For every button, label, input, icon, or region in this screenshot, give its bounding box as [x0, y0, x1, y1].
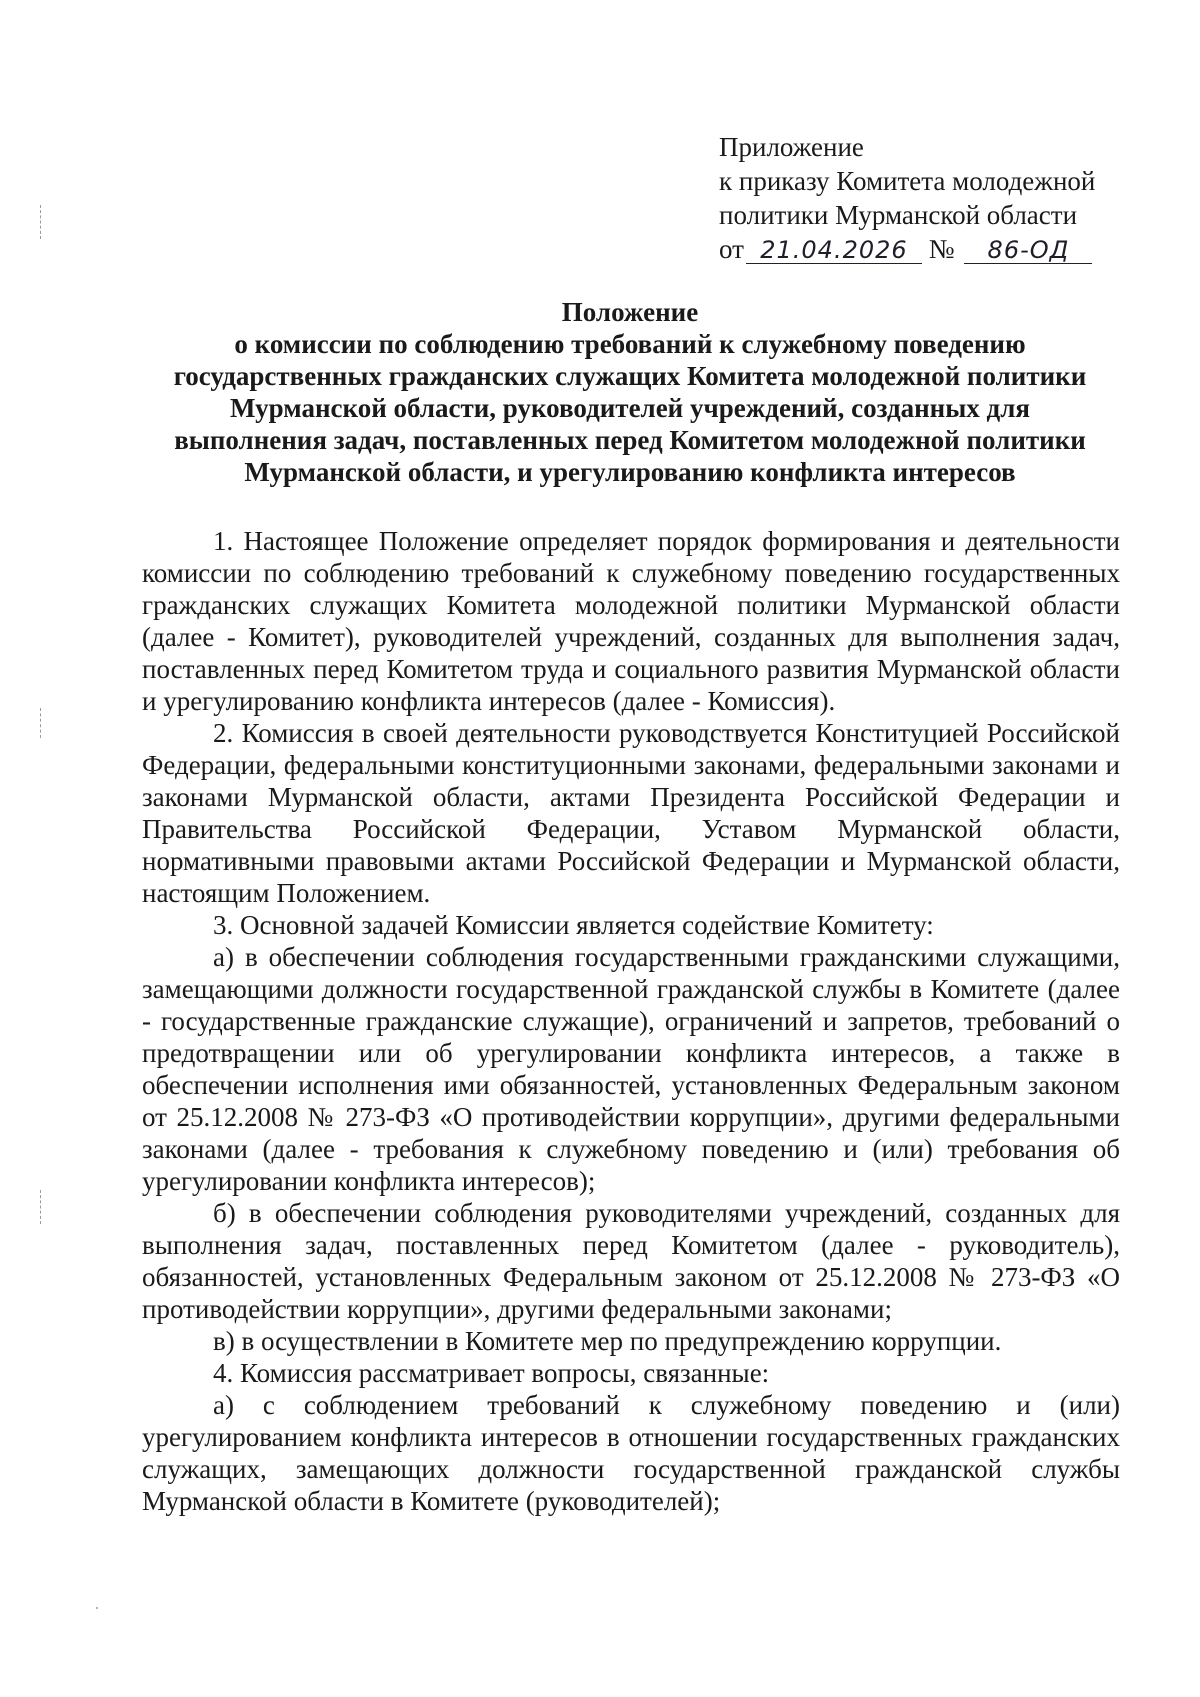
handwritten-date: 21.04.2026 [746, 237, 922, 264]
paragraph-3b: б) в обеспечении соблюдения руководителями учреждений, созданных для выполнения задач, поставленных перед Комитетом (далее - руководитель), обязанностей, установленных Федеральным законом от 25.12.2008 № 273-ФЗ «О противодействии коррупции», другими федеральными законами; [142, 1198, 1120, 1324]
scan-margin-mark [40, 708, 43, 738]
appendix-order-ref: к приказу Комитета молодежной [719, 166, 1096, 196]
document-body [142, 525, 1120, 1517]
title-line: государственных гражданских служащих Комитета молодежной политики [173, 361, 1087, 391]
date-prefix: от [719, 234, 744, 264]
scan-margin-mark [40, 1190, 43, 1224]
title-line: о комиссии по соблюдению требований к служебному поведению [234, 329, 1026, 359]
scan-speck [96, 1607, 98, 1609]
paragraph-3c: в) в осуществлении в Комитете мер по предупреждению коррупции. [213, 1326, 1002, 1356]
paragraph-2: 2. Комиссия в своей деятельности руководствуется Конституцией Российской Федерации, федеральными конституционными законами, федеральными законами и законами Мурманской области, актами Президента Российской Федерации и Правительства Российской Федерации, Уставом Мурманской области, нормативными правовыми актами Российской Федерации и Мурманской области, настоящим Положением. [142, 718, 1120, 908]
scan-margin-mark [40, 205, 43, 239]
number-label: № [928, 234, 955, 264]
appendix-committee: политики Мурманской области [719, 200, 1078, 230]
appendix-block [719, 130, 1179, 266]
appendix-date-line [719, 232, 1179, 266]
title-line: Мурманской области, и урегулированию конфликта интересов [244, 457, 1016, 487]
paragraph-1: 1. Настоящее Положение определяет порядок формирования и деятельности комиссии по соблюдению требований к служебному поведению государственных гражданских служащих Комитета молодежной политики Мурманской области (далее - Комитет), руководителей учреждений, созданных для выполнения задач, поставленных перед Комитетом труда и социального развития Мурманской области и урегулированию конфликта интересов (далее - Комиссия). [142, 526, 1120, 716]
appendix-label: Приложение [719, 132, 864, 162]
title-line: Мурманской области, руководителей учреждений, созданных для [230, 393, 1030, 423]
title-line: Положение [561, 297, 699, 327]
paragraph-4: 4. Комиссия рассматривает вопросы, связанные: [213, 1358, 770, 1388]
document-title [140, 296, 1120, 488]
handwritten-number: 86-ОД [964, 237, 1092, 264]
paragraph-3: 3. Основной задачей Комиссии является содействие Комитету: [213, 910, 934, 940]
paragraph-3a: а) в обеспечении соблюдения государственными гражданскими служащими, замещающими должности государственной гражданской службы в Комитете (далее - государственные гражданские служащие), ограничений и запретов, требований о предотвращении или об урегулировании конфликта интересов, а также в обеспечении исполнения ими обязанностей, установленных Федеральным законом от 25.12.2008 № 273-ФЗ «О противодействии коррупции», другими федеральными законами (далее - требования к служебному поведению и (или) требования об урегулировании конфликта интересов); [142, 942, 1120, 1196]
paragraph-4a: а) с соблюдением требований к служебному поведению и (или) урегулированием конфликта интересов в отношении государственных гражданских служащих, замещающих должности государственной гражданской службы Мурманской области в Комитете (руководителей); [142, 1390, 1120, 1516]
title-line: выполнения задач, поставленных перед Комитетом молодежной политики [174, 425, 1086, 455]
